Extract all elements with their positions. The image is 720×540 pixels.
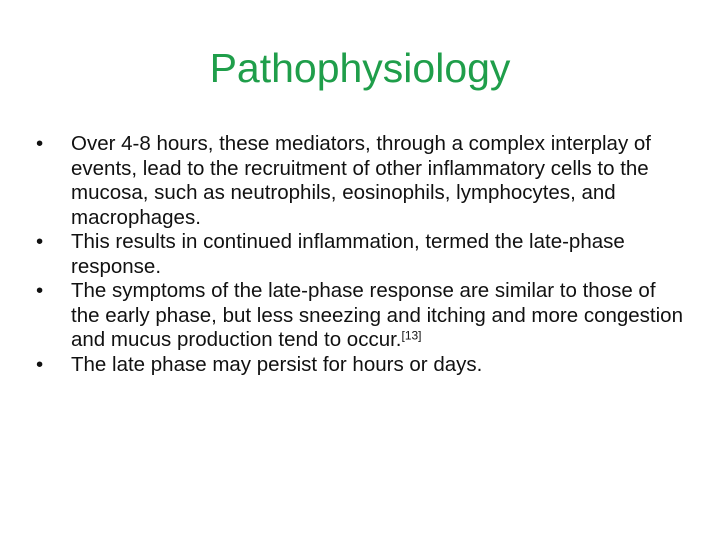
slide-title: Pathophysiology [209,45,511,91]
bullet-marker: • [36,352,44,376]
bullet-text: The symptoms of the late-phase response are similar to those of the early phase, but less sneezing and itching and more congestion and mucus production tend to occur. [71,279,683,351]
bullet-item [36,230,686,279]
bullet-item [36,132,686,230]
citation-superscript: [13] [401,328,422,343]
bullet-marker: • [36,279,44,302]
bullet-text: Over 4-8 hours, these mediators, through a complex interplay of events, lead to the recruitment of other inflammatory cells to the mucosa, such as neutrophils, eosinophils, lymphocytes, and macrophages. [71,132,651,229]
bullet-text: This results in continued inflammation, termed the late-phase response. [71,230,625,278]
bullet-marker: • [36,230,44,253]
bullet-list [36,132,686,377]
bullet-item [36,279,686,353]
bullet-marker: • [36,132,44,155]
bullet-text: The late phase may persist for hours or days. [71,352,483,376]
bullet-item [36,353,686,378]
